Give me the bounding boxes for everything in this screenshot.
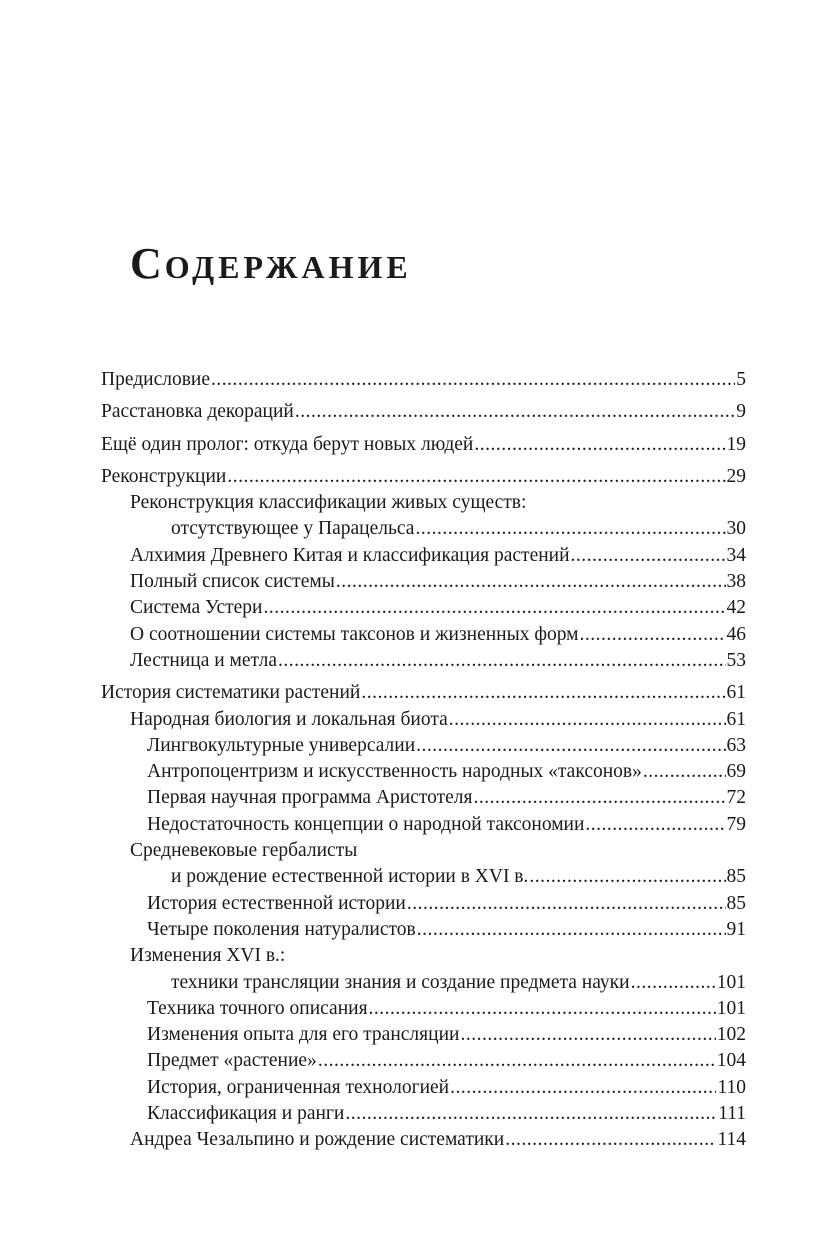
title-rest: ОДЕРЖАНИЕ — [164, 249, 412, 285]
toc-entry[interactable]: техники трансляции знания и создание предмета науки ..... 101 — [101, 970, 746, 996]
toc-entry[interactable]: Андреа Чезальпино и рождение систематики ..... 114 — [101, 1127, 746, 1153]
toc-entry[interactable]: Реконструкция классификации живых существ: — [130, 492, 527, 514]
toc-entry[interactable]: и рождение естественной истории в XVI в. ..... 85 — [101, 864, 746, 890]
toc-entry[interactable]: О соотношении системы таксонов и жизненных форм ..... 46 — [101, 622, 746, 648]
toc-entry[interactable]: Система Устери ..... 42 — [101, 595, 746, 621]
toc-entry[interactable]: Расстановка декораций ..... 9 — [101, 399, 746, 425]
toc-entry[interactable]: Ещё один пролог: откуда берут новых людей ..... 19 — [101, 432, 746, 458]
table-of-contents — [101, 367, 746, 1154]
toc-entry[interactable]: История естественной истории ..... 85 — [101, 891, 746, 917]
toc-entry[interactable]: Четыре поколения натуралистов ..... 91 — [101, 917, 746, 943]
toc-entry[interactable]: История, ограниченная технологией ..... 110 — [101, 1075, 746, 1101]
toc-entry[interactable]: Классификация и ранги ..... 111 — [101, 1101, 746, 1127]
toc-entry[interactable]: Алхимия Древнего Китая и классификация растений ..... 34 — [101, 543, 746, 569]
toc-entry[interactable]: Изменения XVI в.: — [130, 945, 286, 967]
toc-entry[interactable]: отсутствующее у Парацельса ..... 30 — [101, 516, 746, 542]
toc-entry[interactable]: История систематики растений ..... 61 — [101, 680, 746, 706]
toc-entry[interactable]: Полный список системы ..... 38 — [101, 569, 746, 595]
toc-entry[interactable]: Предмет «растение» ..... 104 — [101, 1048, 746, 1074]
page-title — [130, 238, 412, 293]
toc-entry[interactable]: Лестница и метла ..... 53 — [101, 648, 746, 674]
toc-entry[interactable]: Изменения опыта для его трансляции ..... 102 — [101, 1022, 746, 1048]
toc-entry[interactable]: Техника точного описания ..... 101 — [101, 996, 746, 1022]
title-initial: С — [130, 239, 165, 288]
toc-entry[interactable]: Предисловие ..... 5 — [101, 367, 746, 393]
toc-entry[interactable]: Первая научная программа Аристотеля ..... 72 — [101, 785, 746, 811]
toc-entry[interactable]: Недостаточность концепции о народной таксономии ..... 79 — [101, 812, 746, 838]
toc-entry[interactable]: Лингвокультурные универсалии ..... 63 — [101, 733, 746, 759]
toc-entry[interactable]: Народная биология и локальная биота ..... 61 — [101, 707, 746, 733]
toc-entry[interactable]: Антропоцентризм и искусственность народных «таксонов» ..... 69 — [101, 759, 746, 785]
toc-entry[interactable]: Средневековые гербалисты — [130, 840, 358, 862]
toc-entry[interactable]: Реконструкции ..... 29 — [101, 464, 746, 490]
